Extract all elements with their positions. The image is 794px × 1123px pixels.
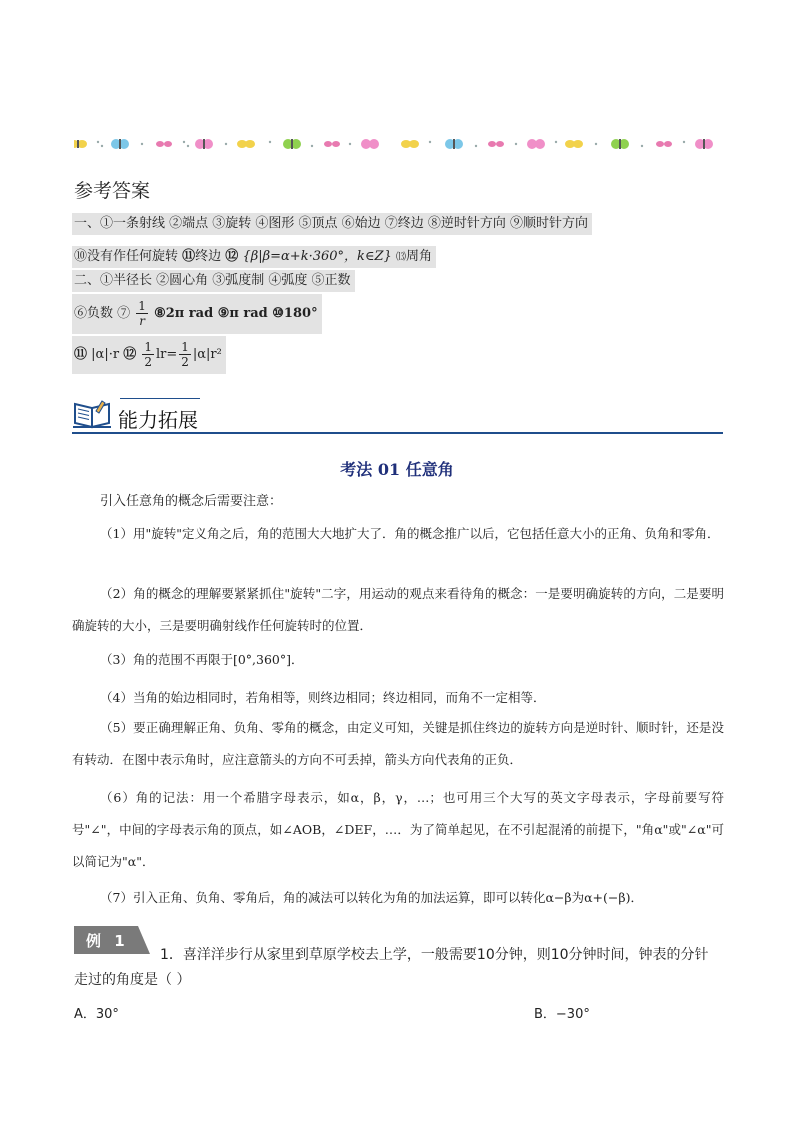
note-paragraph-4 [72,682,724,714]
butterfly-ornaments [74,139,713,149]
answer-text: ⑩没有作任何旋转 [74,249,183,264]
answer-marker: ⒀ [395,252,406,263]
fraction-one-half [179,340,191,369]
note-paragraph-3 [72,644,724,676]
paragraph-text: （4）当角的始边相同时，若角相等，则终边相同；终边相同，而角不一定相等． [100,690,546,705]
fraction-denominator: 2 [144,355,152,369]
note-paragraph-1 [72,518,724,550]
example-label: 例 1 [86,932,129,950]
example-question-line-1: 1．喜洋洋步行从家里到草原学校去上学，一般需要10分钟，则10分钟时间，钟表的分针 [160,947,709,963]
fraction-numerator: 1 [144,340,152,354]
answer-line-1: 一、①一条射线 ②端点 ③旋转 ④图形 ⑤顶点 ⑥始边 ⑦终边 ⑧逆时针方向 ⑨顺时针方向 [72,213,592,235]
answer-marker: ⑪ [74,347,88,362]
book-icon [72,396,114,430]
fraction-numerator: 1 [181,340,189,354]
answer-text: lr= [155,347,178,362]
note-paragraph-2 [72,578,724,642]
fraction-denominator: 2 [181,355,189,369]
section-rule [72,432,723,434]
answer-line-4 [72,294,322,334]
method-title: 考法 01 任意角 [340,460,454,479]
paragraph-text: （2）角的概念的理解要紧紧抓住"旋转"二字，用运动的观点来看待角的概念：一是要明确旋转的方向，二是要明确旋转的大小，三是要明确射线作任何旋转时的位置． [72,586,724,633]
answer-text: |α|r² [192,347,222,362]
example-question-line-2: 走过的角度是（ ） [74,972,191,988]
option-b: B．−30° [534,1007,590,1022]
notes-intro: 引入任意角的概念后需要注意： [100,494,283,509]
answer-line-2 [72,246,436,268]
note-paragraph-5 [72,712,724,776]
section-title: 能力拓展 [118,408,198,432]
fraction-numerator: 1 [138,299,146,313]
dot-ornaments [97,141,685,147]
answers-title: 参考答案 [74,180,151,202]
paragraph-text: （7）引入正角、负角、零角后，角的减法可以转化为角的加法运算，即可以转化α−β为α+(−β)． [100,890,643,905]
decorative-border [74,134,714,154]
note-paragraph-7 [72,882,724,914]
paragraph-text: （5）要正确理解正角、负角、零角的概念，由定义可知，关键是抓住终边的旋转方向是逆时针、顺时针，还是没有转动．在图中表示角时，应注意箭头的方向不可丢掉，箭头方向代表角的正负． [72,720,724,767]
answer-marker: ⑫ [123,347,137,362]
answer-text: |α|·r [91,347,124,362]
fraction-denominator: r [139,314,145,328]
note-paragraph-6 [72,782,724,878]
fraction-one-half [142,340,154,369]
answer-text: ⑥负数 ⑦ [74,306,131,321]
section-rule-top [120,398,200,399]
answer-marker: ⑫ [225,249,239,264]
paragraph-text: （6）角的记法：用一个希腊字母表示，如α，β，γ，…；也可用三个大写的英文字母表示，字母前要写符号"∠"，中间的字母表示角的顶点，如∠AOB，∠DEF，…．为了简单起见，在不引起混淆的前提下，"角α"或"∠α"可以简记为"α"． [72,790,724,869]
option-a: A．30° [74,1007,119,1022]
paragraph-text: （3）角的范围不再限于[0°,360°]． [100,652,304,667]
answer-text: 周角 [405,249,432,264]
answer-line-3: 二、①半径长 ②圆心角 ③弧度制 ④弧度 ⑤正数 [72,270,355,292]
answer-text: ⑧2π rad ⑨π rad ⑩180° [154,306,318,321]
fraction-one-over-r [136,299,148,328]
answer-line-5 [72,336,226,374]
answer-text: 终边 [195,249,226,264]
answer-text: {β|β=α+k·360°，k∈Z} [238,249,396,264]
answer-marker: ⑪ [182,249,196,264]
paragraph-text: （1）用"旋转"定义角之后，角的范围大大地扩大了．角的概念推广以后，它包括任意大小的正角、负角和零角． [100,526,720,541]
